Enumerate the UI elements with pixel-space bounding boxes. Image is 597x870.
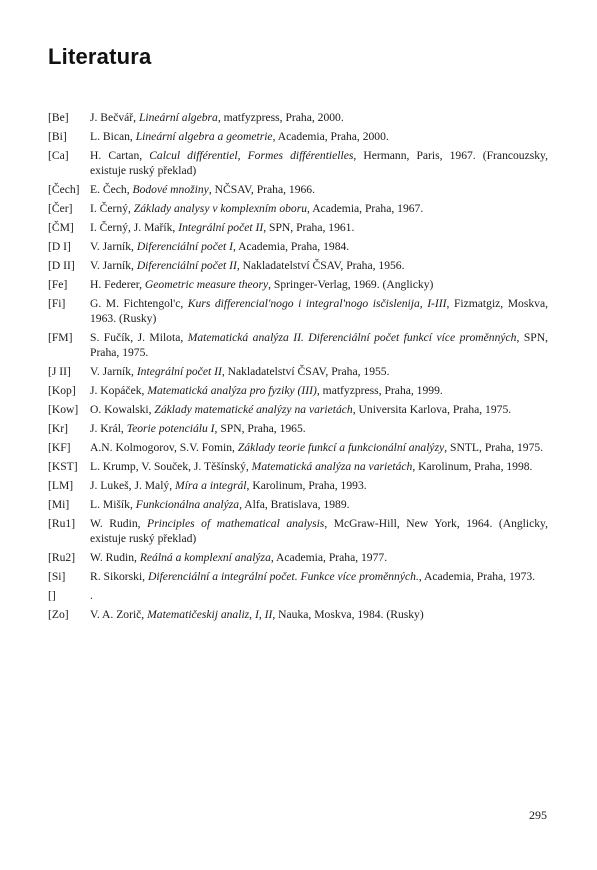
reference-text (90, 129, 548, 144)
reference-text (90, 607, 548, 622)
reference-entry (48, 182, 548, 197)
reference-entry (48, 383, 548, 398)
reference-title: Lineární algebra a geometrie (135, 130, 273, 143)
reference-key: [Ru2] (48, 551, 76, 564)
reference-title: Matematická analýza na varietách (251, 460, 413, 473)
page-number: 295 (529, 808, 547, 822)
reference-publisher: , Springer-Verlag, 1969. (Anglicky) (268, 278, 434, 291)
reference-publisher: , SPN, Praha, 1961. (263, 221, 355, 234)
reference-authors: J. Bečvář, (90, 111, 139, 124)
reference-text (90, 220, 548, 235)
reference-key: [Ca] (48, 149, 69, 162)
reference-authors: S. Fučík, J. Milota, (90, 331, 188, 344)
reference-key: [] (48, 589, 56, 602)
reference-entry (48, 277, 548, 292)
reference-key: [J II] (48, 365, 71, 378)
reference-text (90, 182, 548, 197)
reference-publisher: , SPN, Praha, 1975. (90, 331, 548, 359)
reference-publisher: , NČSAV, Praha, 1966. (208, 183, 315, 196)
reference-key: [Bi] (48, 130, 67, 143)
reference-text (90, 383, 548, 398)
reference-text (90, 440, 548, 455)
reference-title: Míra a integrál (175, 479, 247, 492)
reference-publisher: , Academia, Praha, 1967. (307, 202, 424, 215)
reference-entry (48, 497, 548, 512)
reference-authors: V. Jarník, (90, 365, 137, 378)
reference-authors: H. Cartan, (90, 149, 150, 162)
reference-authors: V. A. Zorič, (90, 608, 148, 621)
reference-entry (48, 364, 548, 379)
reference-title: Základy matematické analýzy na varietách (154, 403, 353, 416)
reference-key: [Fe] (48, 278, 68, 291)
reference-authors: L. Mišík, (90, 498, 136, 511)
reference-text (90, 421, 548, 436)
reference-key: [Mi] (48, 498, 70, 511)
reference-title: Integrální počet II (136, 365, 222, 378)
reference-title: Diferenciální a integrální počet. Funkce více proměnných. (147, 570, 419, 583)
reference-publisher: , Academia, Praha, 1973. (418, 570, 536, 583)
reference-entry (48, 516, 548, 546)
reference-entry (48, 330, 548, 360)
reference-text (90, 588, 548, 603)
reference-title: Základy teorie funkcí a funkcionální analýzy (237, 441, 445, 454)
reference-title: Principles of mathematical analysis (147, 517, 325, 530)
reference-text (90, 201, 548, 216)
reference-key: [ČM] (48, 221, 74, 234)
reference-publisher: , Nakladatelství ČSAV, Praha, 1956. (236, 259, 405, 272)
reference-authors: J. Král, (90, 422, 127, 435)
reference-title: Reálná a komplexní analýza (139, 551, 271, 564)
reference-authors: I. Černý, (90, 202, 134, 215)
reference-entry (48, 421, 548, 436)
reference-title: Matematičeskij analiz, I, II (147, 608, 273, 621)
reference-key: [KF] (48, 441, 71, 454)
reference-text (90, 497, 548, 512)
reference-authors: A.N. Kolmogorov, S.V. Fomin, (90, 441, 238, 454)
reference-text (90, 330, 548, 360)
page-title: Literatura (48, 44, 152, 69)
reference-entry (48, 129, 548, 144)
reference-entry (48, 569, 548, 584)
reference-title: Diferenciální počet I (136, 240, 233, 253)
reference-text (90, 364, 548, 379)
reference-publisher: , Nauka, Moskva, 1984. (Rusky) (272, 608, 424, 621)
reference-title: Integrální počet II (178, 221, 264, 234)
reference-key: [Čech] (48, 183, 80, 196)
reference-key: [Kop] (48, 384, 76, 397)
reference-title: Kurs differencial'nogo i integral'nogo isčislenija, I-III (187, 297, 447, 310)
reference-authors: W. Rudin, (90, 551, 140, 564)
reference-entry (48, 402, 548, 417)
reference-authors: L. Krump, V. Souček, J. Těšínský, (90, 460, 252, 473)
reference-publisher: , Hermann, Paris, 1967. (Francouzsky, existuje ruský překlad) (90, 149, 548, 177)
reference-entry (48, 258, 548, 273)
reference-publisher: , matfyzpress, Praha, 1999. (316, 384, 443, 397)
reference-text (90, 296, 548, 326)
reference-publisher: , SPN, Praha, 1965. (214, 422, 306, 435)
reference-authors: O. Kowalski, (90, 403, 155, 416)
reference-entry (48, 550, 548, 565)
reference-authors: R. Sikorski, (90, 570, 148, 583)
reference-publisher: , Alfa, Bratislava, 1989. (239, 498, 350, 511)
reference-key: [Kow] (48, 403, 79, 416)
reference-title: Funkcionálna analýza (135, 498, 240, 511)
reference-publisher: , Karolinum, Praha, 1998. (412, 460, 533, 473)
reference-publisher: , Karolinum, Praha, 1993. (246, 479, 367, 492)
reference-title: Matematická analýza pro fyziky (III) (147, 384, 317, 397)
reference-text (90, 402, 548, 417)
reference-entry (48, 220, 548, 235)
reference-title: Lineární algebra (138, 111, 218, 124)
reference-key: [Ru1] (48, 517, 76, 530)
reference-publisher: , Academia, Praha, 1984. (232, 240, 350, 253)
reference-key: [D I] (48, 240, 71, 253)
reference-key: [LM] (48, 479, 74, 492)
reference-entry (48, 148, 548, 178)
reference-publisher: , Academia, Praha, 2000. (272, 130, 389, 143)
reference-authors: V. Jarník, (90, 259, 137, 272)
reference-key: [Fi] (48, 297, 66, 310)
reference-publisher: , Nakladatelství ČSAV, Praha, 1955. (221, 365, 390, 378)
reference-authors: . (90, 589, 93, 602)
reference-text (90, 110, 548, 125)
reference-title: Teorie potenciálu I (126, 422, 215, 435)
reference-text (90, 478, 548, 493)
reference-title: Matematická analýza II. Diferenciální počet funkcí více proměnných (187, 331, 517, 344)
reference-publisher: , McGraw-Hill, New York, 1964. (Anglicky, existuje ruský překlad) (90, 517, 548, 545)
reference-entry (48, 440, 548, 455)
reference-key: [Zo] (48, 608, 69, 621)
reference-text (90, 258, 548, 273)
reference-key: [FM] (48, 331, 73, 344)
reference-authors: H. Federer, (90, 278, 145, 291)
reference-title: Bodové množiny (132, 183, 209, 196)
reference-text (90, 277, 548, 292)
reference-key: [Čer] (48, 202, 73, 215)
reference-text (90, 516, 548, 546)
reference-publisher: , Academia, Praha, 1977. (270, 551, 388, 564)
reference-entry (48, 459, 548, 474)
reference-key: [D II] (48, 259, 75, 272)
reference-title: Diferenciální počet II (136, 259, 237, 272)
reference-authors: G. M. Fichtengol'c, (90, 297, 188, 310)
reference-authors: E. Čech, (90, 183, 133, 196)
reference-authors: I. Černý, J. Mařík, (90, 221, 179, 234)
reference-authors: V. Jarník, (90, 240, 137, 253)
reference-text (90, 148, 548, 178)
reference-text (90, 239, 548, 254)
reference-title: Calcul différentiel, Formes différentielles (149, 149, 354, 162)
reference-authors: L. Bican, (90, 130, 136, 143)
reference-text (90, 550, 548, 565)
reference-entry (48, 296, 548, 326)
reference-authors: J. Lukeš, J. Malý, (90, 479, 176, 492)
reference-entry (48, 110, 548, 125)
reference-publisher: , SNTL, Praha, 1975. (444, 441, 544, 454)
reference-entry (48, 478, 548, 493)
reference-key: [Si] (48, 570, 66, 583)
reference-key: [Kr] (48, 422, 68, 435)
reference-entry (48, 239, 548, 254)
reference-key: [Be] (48, 111, 69, 124)
reference-publisher: , Universita Karlova, Praha, 1975. (352, 403, 512, 416)
reference-publisher: , Fizmatgiz, Moskva, 1963. (Rusky) (90, 297, 548, 325)
reference-title: Geometric measure theory (144, 278, 269, 291)
reference-text (90, 459, 548, 474)
reference-entry (48, 607, 548, 622)
reference-text (90, 569, 548, 584)
reference-key: [KST] (48, 460, 78, 473)
reference-title: Základy analysy v komplexním oboru (133, 202, 308, 215)
reference-authors: W. Rudin, (90, 517, 148, 530)
reference-publisher: , matfyzpress, Praha, 2000. (217, 111, 344, 124)
reference-authors: J. Kopáček, (90, 384, 148, 397)
reference-entry (48, 588, 548, 603)
reference-entry (48, 201, 548, 216)
reference-list (48, 110, 548, 626)
